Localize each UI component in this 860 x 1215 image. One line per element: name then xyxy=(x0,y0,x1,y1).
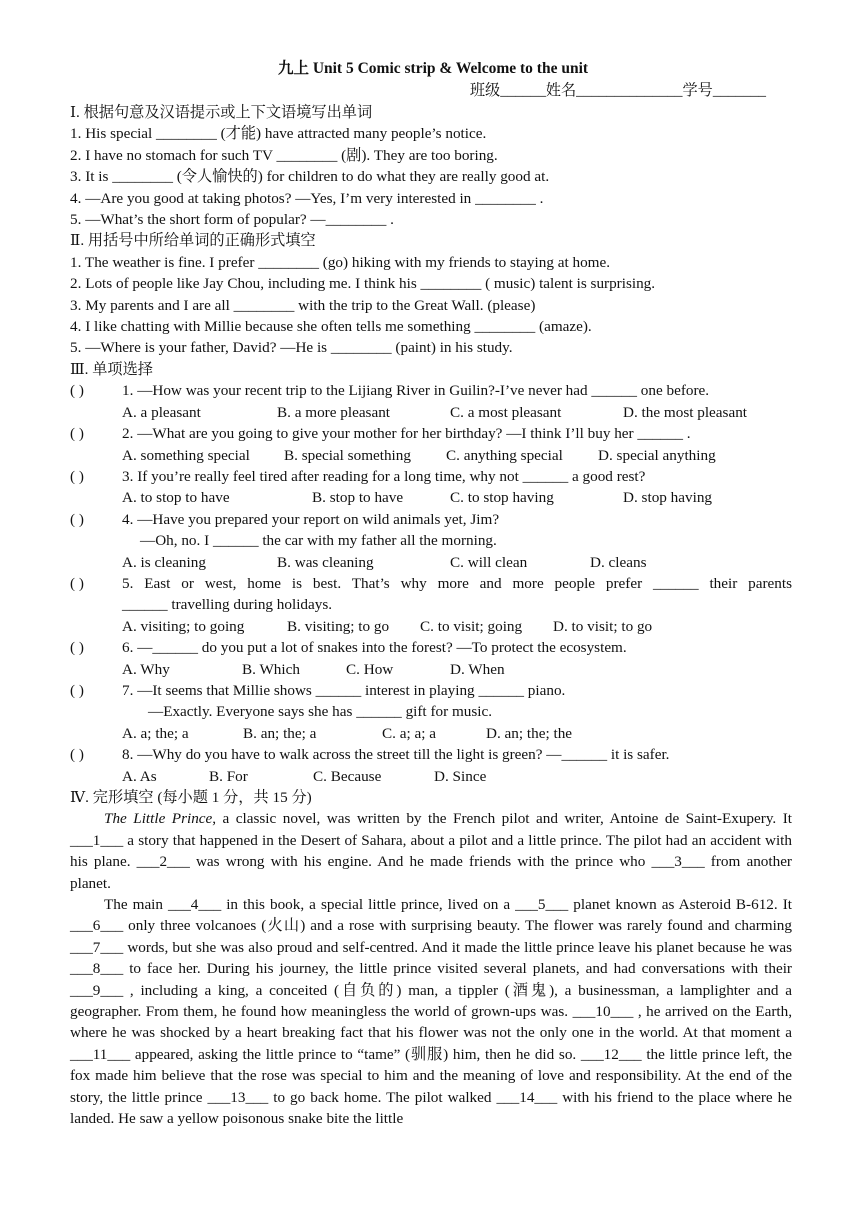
mcq-7 xyxy=(70,680,792,701)
mcq-7-stem: 7. —It seems that Millie shows ______ interest in playing ______ piano. xyxy=(122,681,566,699)
answer-paren: ( ) xyxy=(70,639,84,657)
section4-heading: Ⅳ. 完形填空 (每小题 1 分，共 15 分) xyxy=(70,789,312,806)
mcq-8-stem: 8. —Why do you have to walk across the street till the light is green? —______ it is safer. xyxy=(122,746,670,764)
section1-item-2: 2. I have no stomach for such TV ________ (剧). They are too boring. xyxy=(70,146,498,164)
mcq-7-stem-reply: —Exactly. Everyone says she has ______ gift for music. xyxy=(148,703,493,721)
mcq-5-option-a: A. visiting; to going xyxy=(122,617,245,635)
mcq-1 xyxy=(70,380,792,401)
section1-item-4: 4. —Are you good at taking photos? —Yes, I’m very interested in ________ . xyxy=(70,189,544,207)
mcq-2 xyxy=(70,423,792,444)
mcq-5-options xyxy=(70,616,792,637)
section2-heading: Ⅱ. 用括号中所给单词的正确形式填空 xyxy=(70,232,316,250)
mcq-3-option-c: C. to stop having xyxy=(450,489,554,507)
mcq-8-option-b: B. For xyxy=(209,767,248,785)
mcq-3 xyxy=(70,466,792,487)
mcq-1-option-b: B. a more pleasant xyxy=(277,403,391,421)
answer-paren: ( ) xyxy=(70,574,84,592)
section2-item-2: 2. Lots of people like Jay Chou, including me. I think his ________ ( music) talent is surprising. xyxy=(70,275,656,293)
mcq-7-option-a: A. a; the; a xyxy=(122,724,189,742)
mcq-6-stem: 6. —______ do you put a lot of snakes into the forest? —To protect the ecosystem. xyxy=(122,639,627,657)
mcq-7-option-b: B. an; the; a xyxy=(243,724,317,742)
section2-item-3: 3. My parents and I are all ________ with the trip to the Great Wall. (please) xyxy=(70,296,536,314)
mcq-7-options xyxy=(70,723,792,744)
mcq-8 xyxy=(70,744,792,765)
mcq-7-option-c: C. a; a; a xyxy=(382,724,436,742)
mcq-6-options xyxy=(70,659,792,680)
mcq-4-option-b: B. was cleaning xyxy=(277,553,374,571)
mcq-5-option-b: B. visiting; to go xyxy=(287,617,390,635)
section1-item-3: 3. It is ________ (令人愉快的) for children to do what they are really good at. xyxy=(70,168,550,186)
section2-item-5: 5. —Where is your father, David? —He is ________ (paint) in his study. xyxy=(70,339,513,357)
cloze-paragraph-1-text: , a classic novel, was written by the French pilot and writer, Antoine de Saint-Exupery. It ___1___ a story that happened in the Desert of Sahara, about a pilot and a little prince. The pilot had an accident with his plane. ___2___ was wrong with his engine. And he made friends with the prince who ___3___ from another planet. xyxy=(70,810,792,892)
mcq-3-options xyxy=(70,487,792,508)
section2-item-4: 4. I like chatting with Millie because she often tells me something ________ (amaze). xyxy=(70,318,592,336)
mcq-3-option-a: A. to stop to have xyxy=(122,489,230,507)
mcq-3-option-d: D. stop having xyxy=(623,489,713,507)
mcq-7-option-d: D. an; the; the xyxy=(486,724,573,742)
answer-paren: ( ) xyxy=(70,681,84,699)
page-title: 九上 Unit 5 Comic strip & Welcome to the unit xyxy=(277,60,589,77)
mcq-6-option-a: A. Why xyxy=(122,660,170,678)
answer-paren: ( ) xyxy=(70,425,84,443)
mcq-4-options xyxy=(70,552,792,573)
mcq-8-option-a: A. As xyxy=(122,767,157,785)
student-info-line: 班级______姓名______________学号_______ xyxy=(469,82,766,99)
mcq-5-option-c: C. to visit; going xyxy=(420,617,523,635)
mcq-4-stem: 4. —Have you prepared your report on wild animals yet, Jim? xyxy=(122,510,500,528)
answer-paren: ( ) xyxy=(70,746,84,764)
mcq-1-option-d: D. the most pleasant xyxy=(623,403,748,421)
mcq-8-options xyxy=(70,766,792,787)
mcq-1-option-c: C. a most pleasant xyxy=(450,403,562,421)
answer-paren: ( ) xyxy=(70,382,84,400)
section3-heading: Ⅲ. 单项选择 xyxy=(70,360,153,378)
mcq-2-stem: 2. —What are you going to give your mother for her birthday? —I think I’ll buy her ______ . xyxy=(122,425,691,443)
mcq-2-option-d: D. special anything xyxy=(598,446,716,464)
mcq-5 xyxy=(70,573,792,594)
mcq-1-options xyxy=(70,402,792,423)
section1-item-1: 1. His special ________ (才能) have attracted many people’s notice. xyxy=(70,125,487,143)
answer-paren: ( ) xyxy=(70,510,84,528)
mcq-4-option-d: D. cleans xyxy=(590,553,647,571)
mcq-4-option-c: C. will clean xyxy=(450,553,528,571)
section1-item-5: 5. —What’s the short form of popular? —________ . xyxy=(70,211,394,229)
mcq-2-option-b: B. special something xyxy=(284,446,411,464)
mcq-5-option-d: D. to visit; to go xyxy=(553,617,653,635)
section1-heading: Ⅰ. 根据句意及汉语提示或上下文语境写出单词 xyxy=(70,104,373,121)
mcq-6-option-b: B. Which xyxy=(242,660,300,678)
mcq-1-option-a: A. a pleasant xyxy=(122,403,201,421)
mcq-4-option-a: A. is cleaning xyxy=(122,553,206,571)
mcq-5-stem: 5. East or west, home is best. That’s why more and more people prefer ______ their parents xyxy=(122,574,792,592)
mcq-1-stem: 1. —How was your recent trip to the Lijiang River in Guilin?-I’ve never had ______ one before. xyxy=(122,382,710,400)
cloze-paragraph-2: The main ___4___ in this book, a special little prince, lived on a ___5___ planet known as Asteroid B-612. It ___6___ only three volcanoes (火山) and a rose with surprising beauty. The flower was rarely found and charming ___7___ words, but she was also proud and self-centred. And it made the little prince leave his planet because he was ___8___ to face her. During his journey, the little prince visited several planets, and had conversations with their ___9___ , including a king, a conceited (自负的) man, a tippler (酒鬼), a businessman, a lamplighter and a geographer. From them, he found how meaningless the world of grown-ups was. ___10___ , he arrived on the Earth, where he was shocked by a heart breaking fact that his flower was not the only one in the world. At that moment a ___11___ appeared, asking the little prince to “tame” (驯服) him, then he did so. ___12___ the little prince left, the fox made him believe that the rose was special to him and the meaning of love and responsibility. At the end of the story, the little prince ___13___ to go back home. The pilot walked ___14___ with his friend to the place where he landed. He saw a yellow poisonous snake bite the little xyxy=(70,896,792,1128)
mcq-6 xyxy=(70,637,792,658)
answer-paren: ( ) xyxy=(70,467,84,485)
mcq-3-option-b: B. stop to have xyxy=(312,489,404,507)
cloze-paragraph-1 xyxy=(70,808,792,894)
mcq-3-stem: 3. If you’re really feel tired after reading for a long time, why not ______ a good rest? xyxy=(122,467,646,485)
book-title: The Little Prince xyxy=(104,810,213,828)
mcq-2-option-c: C. anything special xyxy=(446,446,563,464)
mcq-4-stem-reply: —Oh, no. I ______ the car with my father all the morning. xyxy=(140,532,497,550)
mcq-5-stem-continued: ______ travelling during holidays. xyxy=(122,596,333,614)
mcq-8-option-c: C. Because xyxy=(313,767,382,785)
mcq-2-options xyxy=(70,445,792,466)
mcq-2-option-a: A. something special xyxy=(122,446,250,464)
mcq-4 xyxy=(70,509,792,530)
mcq-8-option-d: D. Since xyxy=(434,767,487,785)
mcq-6-option-c: C. How xyxy=(346,660,394,678)
mcq-6-option-d: D. When xyxy=(450,660,505,678)
section2-item-1: 1. The weather is fine. I prefer ________ (go) hiking with my friends to staying at home. xyxy=(70,253,611,271)
